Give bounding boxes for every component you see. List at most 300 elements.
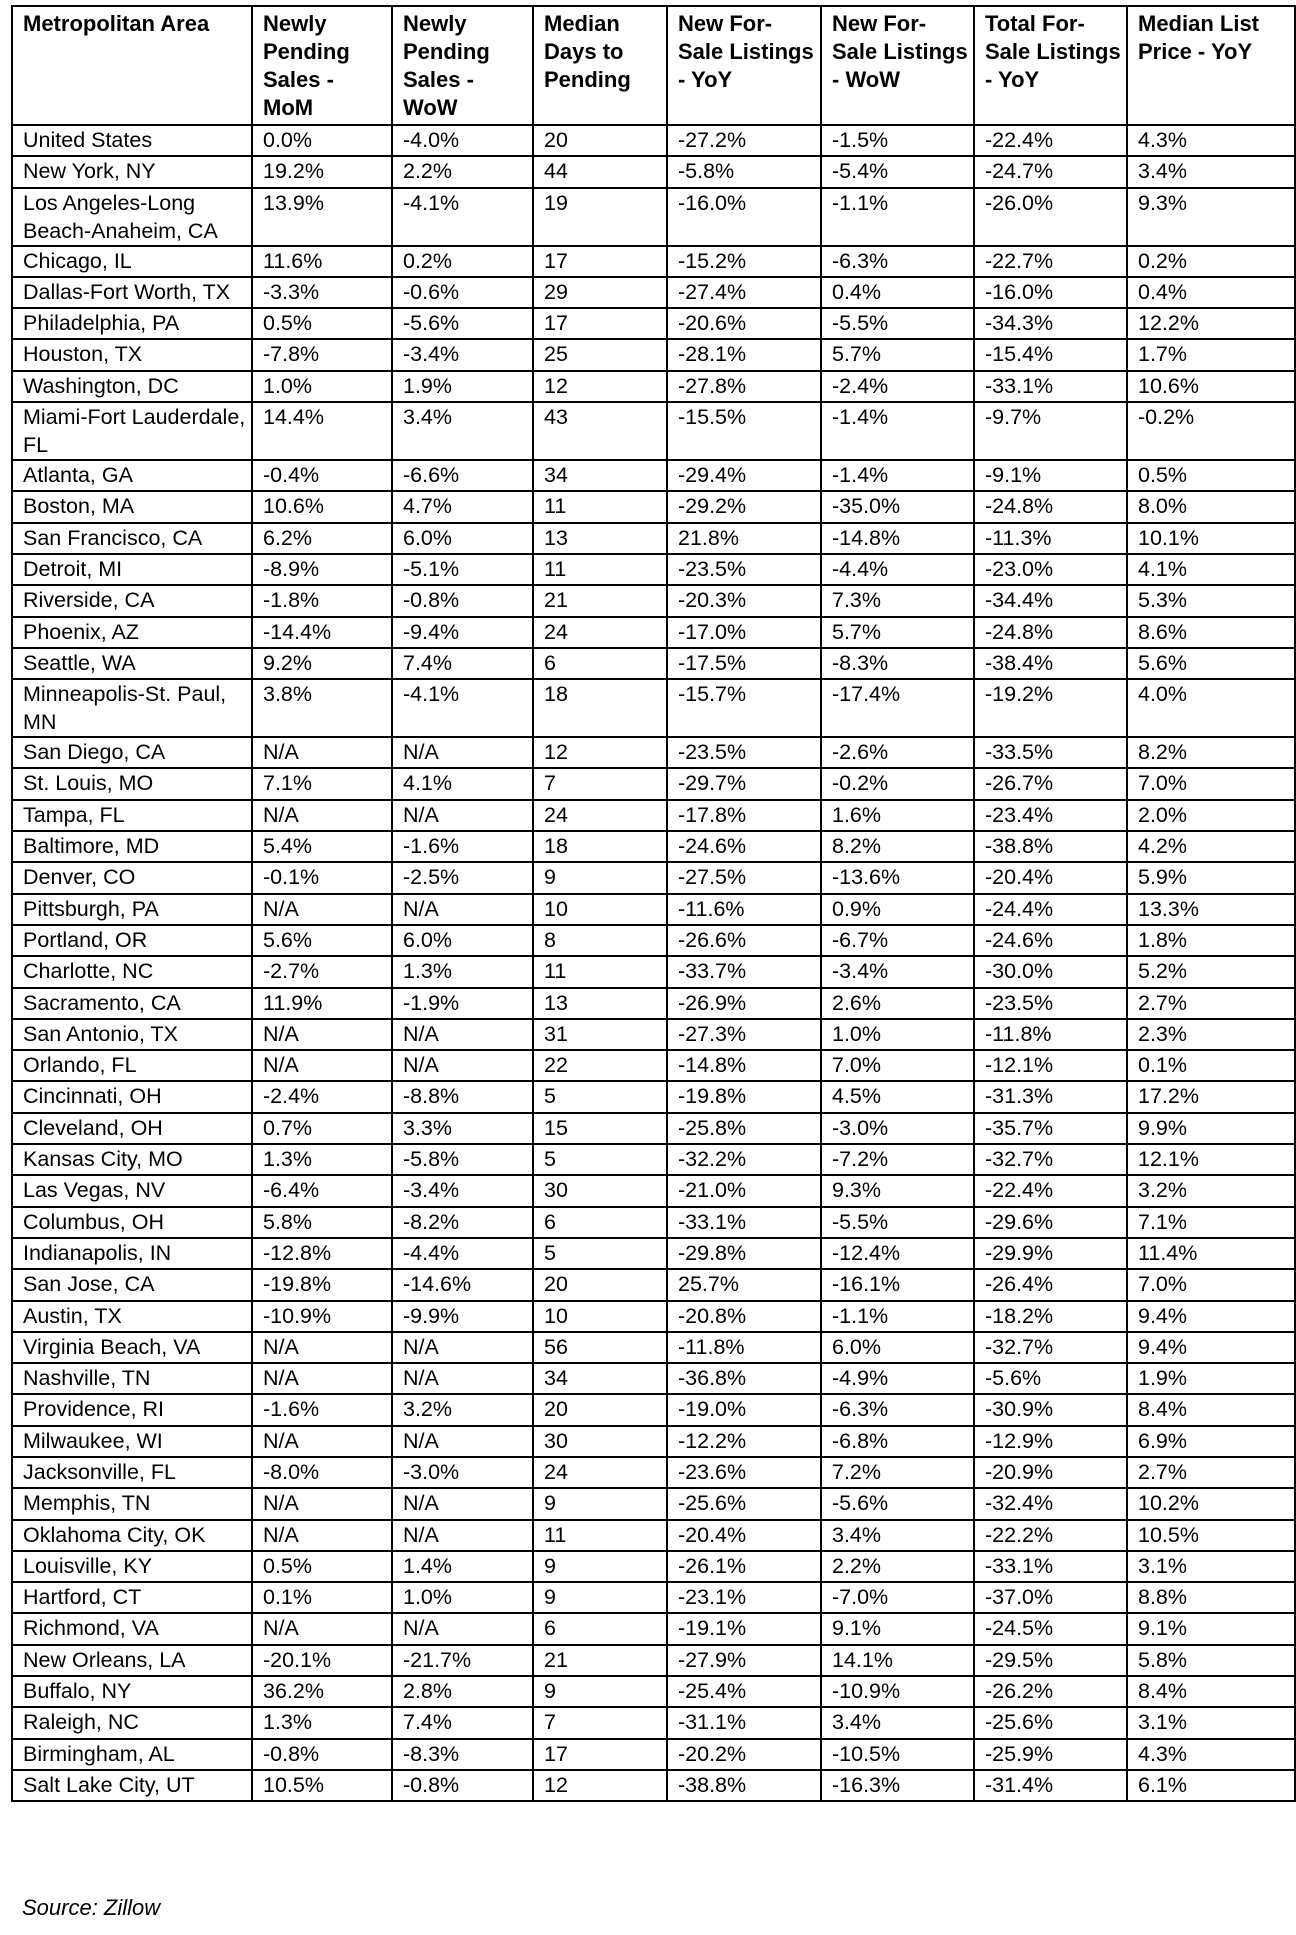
value-cell: 17 (533, 308, 667, 339)
value-cell: -14.8% (667, 1050, 821, 1081)
value-cell: -26.1% (667, 1551, 821, 1582)
table-row (12, 1582, 1295, 1613)
value-cell: 14.1% (821, 1645, 974, 1676)
value-cell: -0.2% (1127, 402, 1295, 460)
value-cell: -14.6% (392, 1269, 533, 1300)
value-cell: 34 (533, 1363, 667, 1394)
value-cell: -8.3% (392, 1739, 533, 1770)
metro-area-cell: Miami-Fort Lauderdale, FL (12, 402, 252, 460)
value-cell: -23.6% (667, 1457, 821, 1488)
value-cell: 7.3% (821, 585, 974, 616)
value-cell: 8.0% (1127, 491, 1295, 522)
value-cell: 3.4% (821, 1707, 974, 1738)
value-cell: N/A (392, 1050, 533, 1081)
value-cell: -4.4% (392, 1238, 533, 1269)
value-cell: 8.4% (1127, 1394, 1295, 1425)
value-cell: 9 (533, 1582, 667, 1613)
value-cell: 3.3% (392, 1113, 533, 1144)
value-cell: -23.5% (667, 554, 821, 585)
table-row (12, 585, 1295, 616)
value-cell: -30.9% (974, 1394, 1127, 1425)
value-cell: -1.8% (252, 585, 392, 616)
value-cell: 13.9% (252, 188, 392, 246)
metro-area-cell: Providence, RI (12, 1394, 252, 1425)
value-cell: -20.2% (667, 1739, 821, 1770)
table-row (12, 554, 1295, 585)
value-cell: -4.1% (392, 679, 533, 737)
value-cell: 14.4% (252, 402, 392, 460)
value-cell: -0.4% (252, 460, 392, 491)
value-cell: 6.0% (392, 523, 533, 554)
value-cell: 3.4% (821, 1520, 974, 1551)
value-cell: -8.8% (392, 1081, 533, 1112)
metro-area-cell: San Diego, CA (12, 737, 252, 768)
value-cell: 5.6% (1127, 648, 1295, 679)
value-cell: 4.1% (392, 768, 533, 799)
value-cell: -9.7% (974, 402, 1127, 460)
value-cell: -38.8% (667, 1770, 821, 1801)
value-cell: 2.2% (392, 156, 533, 187)
metro-housing-table (11, 5, 1296, 1802)
table-row (12, 1269, 1295, 1300)
value-cell: N/A (392, 1019, 533, 1050)
value-cell: 5 (533, 1238, 667, 1269)
table-row (12, 1457, 1295, 1488)
metro-area-cell: Cleveland, OH (12, 1113, 252, 1144)
value-cell: 30 (533, 1175, 667, 1206)
value-cell: -34.4% (974, 585, 1127, 616)
table-row (12, 1645, 1295, 1676)
value-cell: 2.8% (392, 1676, 533, 1707)
value-cell: 1.4% (392, 1551, 533, 1582)
metro-area-cell: Dallas-Fort Worth, TX (12, 277, 252, 308)
value-cell: 10.2% (1127, 1488, 1295, 1519)
value-cell: 4.7% (392, 491, 533, 522)
value-cell: N/A (252, 737, 392, 768)
column-header: Median List Price - YoY (1127, 6, 1295, 125)
value-cell: N/A (392, 1332, 533, 1363)
value-cell: -6.3% (821, 246, 974, 277)
value-cell: -29.5% (974, 1645, 1127, 1676)
value-cell: 7.0% (1127, 768, 1295, 799)
value-cell: 6 (533, 648, 667, 679)
value-cell: 11.4% (1127, 1238, 1295, 1269)
value-cell: 2.2% (821, 1551, 974, 1582)
value-cell: -33.5% (974, 737, 1127, 768)
value-cell: 20 (533, 1394, 667, 1425)
value-cell: 36.2% (252, 1676, 392, 1707)
value-cell: -6.6% (392, 460, 533, 491)
value-cell: 1.7% (1127, 339, 1295, 370)
value-cell: -20.6% (667, 308, 821, 339)
value-cell: 15 (533, 1113, 667, 1144)
value-cell: 12.2% (1127, 308, 1295, 339)
column-header: New For-Sale Listings - YoY (667, 6, 821, 125)
value-cell: 7.4% (392, 648, 533, 679)
value-cell: -2.4% (252, 1081, 392, 1112)
value-cell: -9.1% (974, 460, 1127, 491)
value-cell: 44 (533, 156, 667, 187)
value-cell: 1.6% (821, 800, 974, 831)
value-cell: N/A (392, 1488, 533, 1519)
table-row (12, 1770, 1295, 1801)
table-row (12, 156, 1295, 187)
table-row (12, 988, 1295, 1019)
value-cell: 0.5% (252, 308, 392, 339)
value-cell: -16.0% (974, 277, 1127, 308)
value-cell: N/A (252, 1488, 392, 1519)
value-cell: N/A (252, 800, 392, 831)
value-cell: 2.3% (1127, 1019, 1295, 1050)
metro-area-cell: Los Angeles-Long Beach-Anaheim, CA (12, 188, 252, 246)
value-cell: -29.2% (667, 491, 821, 522)
value-cell: -3.0% (392, 1457, 533, 1488)
value-cell: -15.4% (974, 339, 1127, 370)
table-row (12, 188, 1295, 246)
value-cell: -1.5% (821, 125, 974, 156)
value-cell: -1.1% (821, 188, 974, 246)
value-cell: N/A (392, 1613, 533, 1644)
value-cell: -12.2% (667, 1426, 821, 1457)
value-cell: -32.4% (974, 1488, 1127, 1519)
value-cell: -4.0% (392, 125, 533, 156)
value-cell: -21.0% (667, 1175, 821, 1206)
value-cell: -29.7% (667, 768, 821, 799)
column-header: Metropolitan Area (12, 6, 252, 125)
value-cell: 9.1% (821, 1613, 974, 1644)
table-row (12, 1050, 1295, 1081)
value-cell: 10 (533, 1301, 667, 1332)
value-cell: -8.0% (252, 1457, 392, 1488)
value-cell: -34.3% (974, 308, 1127, 339)
value-cell: 13 (533, 523, 667, 554)
value-cell: 18 (533, 831, 667, 862)
value-cell: -24.6% (974, 925, 1127, 956)
value-cell: 1.9% (1127, 1363, 1295, 1394)
table-row (12, 894, 1295, 925)
table-row (12, 1113, 1295, 1144)
value-cell: 9 (533, 1551, 667, 1582)
table-row (12, 523, 1295, 554)
value-cell: -12.9% (974, 1426, 1127, 1457)
value-cell: -13.6% (821, 862, 974, 893)
metro-area-cell: San Francisco, CA (12, 523, 252, 554)
value-cell: -20.8% (667, 1301, 821, 1332)
value-cell: -6.4% (252, 1175, 392, 1206)
value-cell: -29.6% (974, 1207, 1127, 1238)
value-cell: 3.8% (252, 679, 392, 737)
value-cell: -2.5% (392, 862, 533, 893)
value-cell: -37.0% (974, 1582, 1127, 1613)
value-cell: 8.2% (1127, 737, 1295, 768)
value-cell: 1.0% (392, 1582, 533, 1613)
table-row (12, 737, 1295, 768)
value-cell: -23.4% (974, 800, 1127, 831)
value-cell: N/A (252, 1363, 392, 1394)
metro-area-cell: Richmond, VA (12, 1613, 252, 1644)
table-row (12, 277, 1295, 308)
value-cell: 30 (533, 1426, 667, 1457)
value-cell: -22.4% (974, 1175, 1127, 1206)
value-cell: 4.3% (1127, 125, 1295, 156)
value-cell: -29.4% (667, 460, 821, 491)
value-cell: 8.8% (1127, 1582, 1295, 1613)
value-cell: 8.4% (1127, 1676, 1295, 1707)
metro-area-cell: Riverside, CA (12, 585, 252, 616)
value-cell: -5.5% (821, 308, 974, 339)
metro-area-cell: Phoenix, AZ (12, 617, 252, 648)
value-cell: 0.7% (252, 1113, 392, 1144)
table-row (12, 1238, 1295, 1269)
value-cell: -1.1% (821, 1301, 974, 1332)
value-cell: 25.7% (667, 1269, 821, 1300)
value-cell: -26.2% (974, 1676, 1127, 1707)
value-cell: -1.6% (252, 1394, 392, 1425)
value-cell: -1.9% (392, 988, 533, 1019)
table-row (12, 925, 1295, 956)
metro-area-cell: Austin, TX (12, 1301, 252, 1332)
table-row (12, 768, 1295, 799)
table-row (12, 1301, 1295, 1332)
value-cell: -24.6% (667, 831, 821, 862)
value-cell: -15.5% (667, 402, 821, 460)
value-cell: 3.4% (392, 402, 533, 460)
value-cell: -0.8% (392, 1770, 533, 1801)
table-row (12, 1488, 1295, 1519)
value-cell: N/A (392, 1426, 533, 1457)
metro-area-cell: Seattle, WA (12, 648, 252, 679)
value-cell: -22.4% (974, 125, 1127, 156)
value-cell: 13 (533, 988, 667, 1019)
value-cell: 8.2% (821, 831, 974, 862)
value-cell: 7 (533, 768, 667, 799)
value-cell: -29.8% (667, 1238, 821, 1269)
value-cell: -4.1% (392, 188, 533, 246)
value-cell: N/A (392, 1520, 533, 1551)
value-cell: 9.1% (1127, 1613, 1295, 1644)
value-cell: -33.1% (974, 371, 1127, 402)
table-row (12, 1426, 1295, 1457)
value-cell: 8 (533, 925, 667, 956)
value-cell: 17 (533, 246, 667, 277)
value-cell: -5.8% (392, 1144, 533, 1175)
value-cell: -24.4% (974, 894, 1127, 925)
value-cell: N/A (392, 737, 533, 768)
metro-area-cell: Virginia Beach, VA (12, 1332, 252, 1363)
value-cell: -1.4% (821, 460, 974, 491)
value-cell: -28.1% (667, 339, 821, 370)
value-cell: -26.0% (974, 188, 1127, 246)
value-cell: 2.0% (1127, 800, 1295, 831)
metro-area-cell: Chicago, IL (12, 246, 252, 277)
value-cell: 3.1% (1127, 1551, 1295, 1582)
metro-area-cell: Washington, DC (12, 371, 252, 402)
table-row (12, 956, 1295, 987)
table-row (12, 1551, 1295, 1582)
value-cell: -2.4% (821, 371, 974, 402)
value-cell: 5.4% (252, 831, 392, 862)
metro-area-cell: Philadelphia, PA (12, 308, 252, 339)
metro-area-cell: Sacramento, CA (12, 988, 252, 1019)
value-cell: -17.5% (667, 648, 821, 679)
value-cell: 13.3% (1127, 894, 1295, 925)
value-cell: 56 (533, 1332, 667, 1363)
value-cell: N/A (252, 1520, 392, 1551)
table-row (12, 402, 1295, 460)
value-cell: 0.1% (252, 1582, 392, 1613)
value-cell: -24.8% (974, 617, 1127, 648)
value-cell: -8.9% (252, 554, 392, 585)
metro-area-cell: Boston, MA (12, 491, 252, 522)
value-cell: 12 (533, 1770, 667, 1801)
value-cell: -6.8% (821, 1426, 974, 1457)
metro-area-cell: Nashville, TN (12, 1363, 252, 1394)
value-cell: -19.8% (667, 1081, 821, 1112)
value-cell: -25.9% (974, 1739, 1127, 1770)
value-cell: -17.8% (667, 800, 821, 831)
table-row (12, 1363, 1295, 1394)
value-cell: -7.8% (252, 339, 392, 370)
value-cell: -26.6% (667, 925, 821, 956)
value-cell: -2.7% (252, 956, 392, 987)
value-cell: 0.1% (1127, 1050, 1295, 1081)
table-header (12, 6, 1295, 125)
value-cell: -3.4% (821, 956, 974, 987)
value-cell: -24.5% (974, 1613, 1127, 1644)
value-cell: 5.7% (821, 339, 974, 370)
value-cell: -36.8% (667, 1363, 821, 1394)
value-cell: N/A (252, 1613, 392, 1644)
value-cell: 5 (533, 1144, 667, 1175)
value-cell: 1.3% (252, 1707, 392, 1738)
value-cell: -25.6% (667, 1488, 821, 1519)
metro-area-cell: Denver, CO (12, 862, 252, 893)
value-cell: 2.7% (1127, 1457, 1295, 1488)
value-cell: 3.4% (1127, 156, 1295, 187)
value-cell: 5 (533, 1081, 667, 1112)
value-cell: 19 (533, 188, 667, 246)
value-cell: -4.4% (821, 554, 974, 585)
value-cell: -10.9% (252, 1301, 392, 1332)
value-cell: 10.6% (1127, 371, 1295, 402)
value-cell: 11.9% (252, 988, 392, 1019)
value-cell: -23.5% (974, 988, 1127, 1019)
value-cell: -19.0% (667, 1394, 821, 1425)
value-cell: -31.4% (974, 1770, 1127, 1801)
table-row (12, 1019, 1295, 1050)
metro-area-cell: Milwaukee, WI (12, 1426, 252, 1457)
value-cell: -27.8% (667, 371, 821, 402)
value-cell: -0.2% (821, 768, 974, 799)
value-cell: -11.6% (667, 894, 821, 925)
table-row (12, 617, 1295, 648)
value-cell: 9.9% (1127, 1113, 1295, 1144)
value-cell: -2.6% (821, 737, 974, 768)
table-row (12, 1332, 1295, 1363)
value-cell: 10.1% (1127, 523, 1295, 554)
column-header: Newly Pending Sales - MoM (252, 6, 392, 125)
value-cell: -5.5% (821, 1207, 974, 1238)
value-cell: 5.2% (1127, 956, 1295, 987)
value-cell: 0.9% (821, 894, 974, 925)
metro-area-cell: Cincinnati, OH (12, 1081, 252, 1112)
value-cell: -9.9% (392, 1301, 533, 1332)
value-cell: -11.8% (667, 1332, 821, 1363)
value-cell: -31.1% (667, 1707, 821, 1738)
value-cell: -26.4% (974, 1269, 1127, 1300)
value-cell: -16.0% (667, 188, 821, 246)
metro-area-cell: Houston, TX (12, 339, 252, 370)
value-cell: 10.6% (252, 491, 392, 522)
value-cell: N/A (252, 894, 392, 925)
value-cell: 7.4% (392, 1707, 533, 1738)
value-cell: 0.0% (252, 125, 392, 156)
value-cell: 4.2% (1127, 831, 1295, 862)
value-cell: N/A (392, 1363, 533, 1394)
value-cell: -35.0% (821, 491, 974, 522)
value-cell: -20.4% (667, 1520, 821, 1551)
value-cell: 9 (533, 1488, 667, 1519)
table-row (12, 1707, 1295, 1738)
metro-area-cell: Orlando, FL (12, 1050, 252, 1081)
value-cell: 34 (533, 460, 667, 491)
value-cell: -15.7% (667, 679, 821, 737)
table-row (12, 1739, 1295, 1770)
value-cell: 7.0% (1127, 1269, 1295, 1300)
value-cell: -5.6% (974, 1363, 1127, 1394)
value-cell: 9.3% (821, 1175, 974, 1206)
value-cell: 21.8% (667, 523, 821, 554)
metro-area-cell: San Jose, CA (12, 1269, 252, 1300)
value-cell: 17 (533, 1739, 667, 1770)
value-cell: 0.5% (252, 1551, 392, 1582)
table-row (12, 1520, 1295, 1551)
value-cell: -27.5% (667, 862, 821, 893)
value-cell: -19.8% (252, 1269, 392, 1300)
table-row (12, 371, 1295, 402)
value-cell: -6.3% (821, 1394, 974, 1425)
value-cell: -17.4% (821, 679, 974, 737)
value-cell: -18.2% (974, 1301, 1127, 1332)
value-cell: N/A (252, 1426, 392, 1457)
value-cell: -5.6% (392, 308, 533, 339)
value-cell: -0.1% (252, 862, 392, 893)
value-cell: -3.4% (392, 1175, 533, 1206)
value-cell: -5.6% (821, 1488, 974, 1519)
table-row (12, 460, 1295, 491)
value-cell: -27.9% (667, 1645, 821, 1676)
value-cell: 19.2% (252, 156, 392, 187)
value-cell: 11 (533, 956, 667, 987)
metro-area-cell: Memphis, TN (12, 1488, 252, 1519)
metro-area-cell: Portland, OR (12, 925, 252, 956)
value-cell: -24.7% (974, 156, 1127, 187)
value-cell: 11 (533, 491, 667, 522)
value-cell: 17.2% (1127, 1081, 1295, 1112)
value-cell: -20.3% (667, 585, 821, 616)
value-cell: -32.2% (667, 1144, 821, 1175)
metro-area-cell: Pittsburgh, PA (12, 894, 252, 925)
table-row (12, 246, 1295, 277)
table-row (12, 679, 1295, 737)
value-cell: 0.4% (821, 277, 974, 308)
value-cell: -12.1% (974, 1050, 1127, 1081)
value-cell: N/A (252, 1050, 392, 1081)
value-cell: -33.1% (974, 1551, 1127, 1582)
value-cell: -17.0% (667, 617, 821, 648)
value-cell: 11.6% (252, 246, 392, 277)
value-cell: -29.9% (974, 1238, 1127, 1269)
